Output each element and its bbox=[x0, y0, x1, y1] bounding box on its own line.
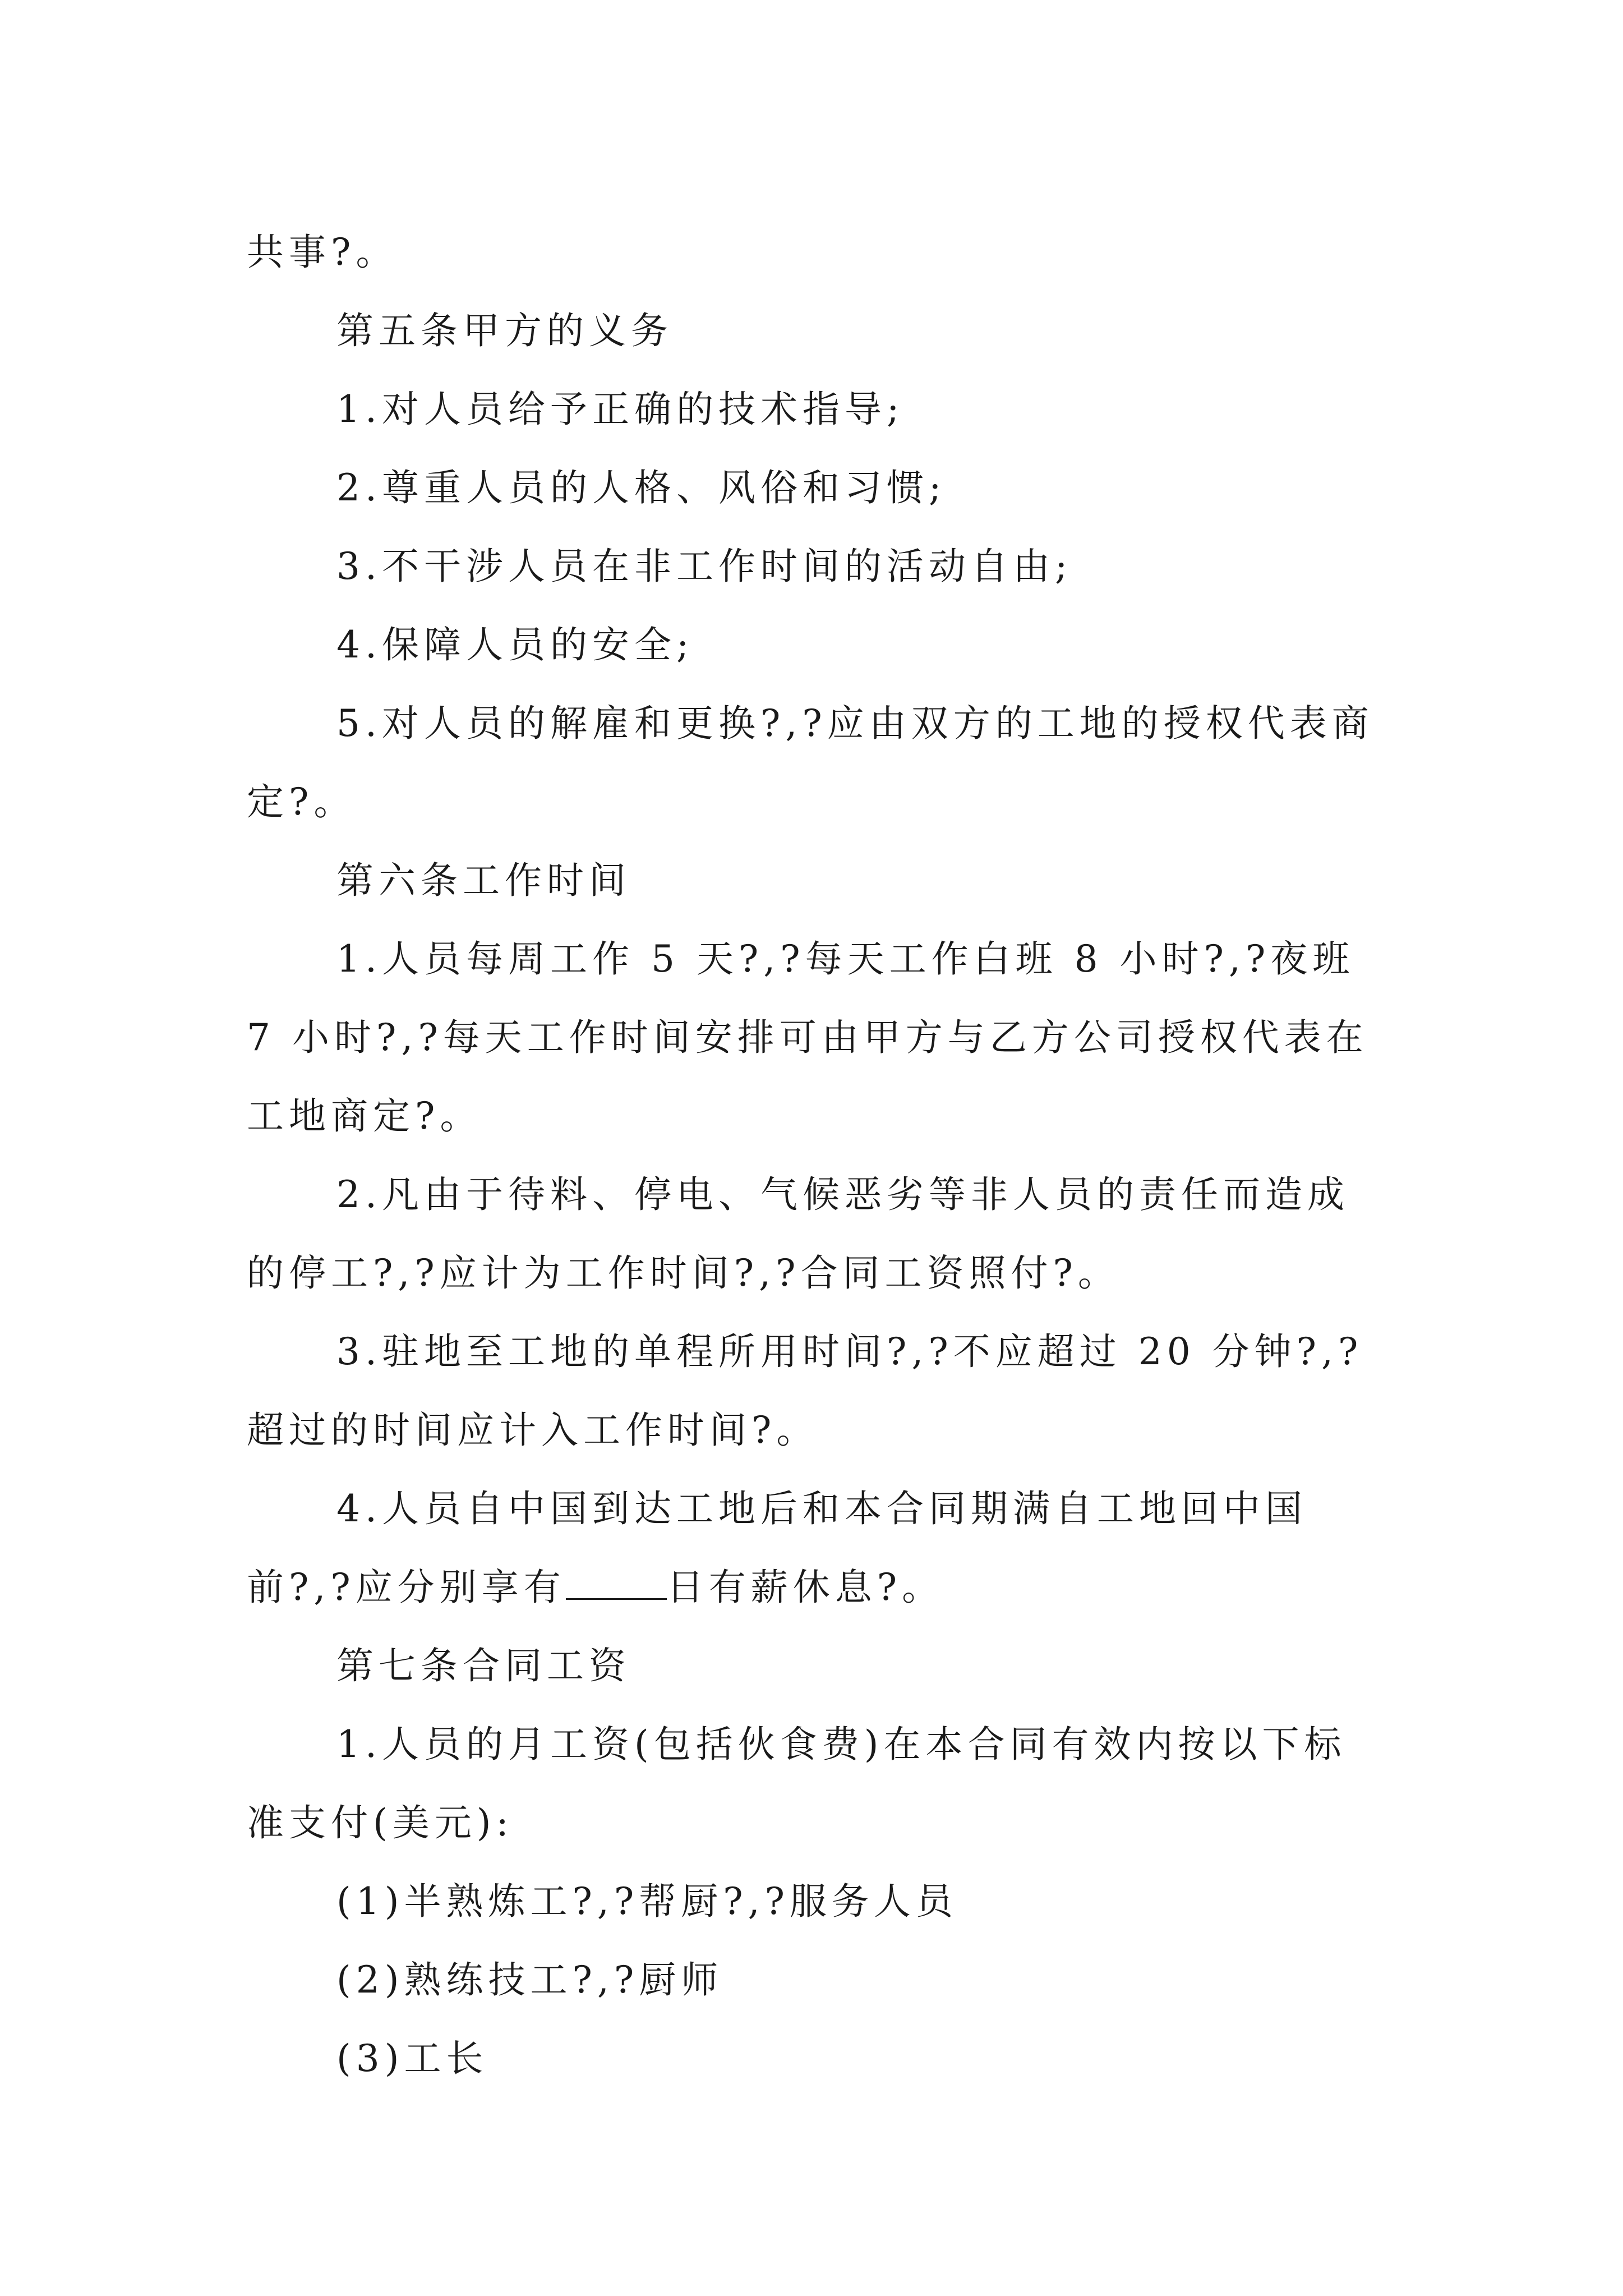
section-heading: 第五条甲方的义务 bbox=[336, 309, 673, 352]
section-heading: 第七条合同工资 bbox=[336, 1644, 631, 1687]
list-item: 1.对人员给予正确的技术指导; bbox=[336, 388, 905, 431]
sub-list-item: (3)工长 bbox=[336, 2037, 488, 2080]
list-item: 2.凡由于待料、停电、气候恶劣等非人员的责任而造成的停工?,?应计为工作时间?,?合同工资照付?。 bbox=[247, 1173, 1349, 1295]
document-body bbox=[247, 213, 1385, 2098]
list-item: 1.人员每周工作 5 天?,?每天工作白班 8 小时?,?夜班 7 小时?,?每天工作时间安排可由甲方与乙方公司授权代表在工地商定?。 bbox=[247, 937, 1368, 1138]
section-heading: 第六条工作时间 bbox=[336, 859, 631, 902]
list-item: 3.不干涉人员在非工作时间的活动自由; bbox=[336, 545, 1073, 588]
fill-in-blank bbox=[566, 1565, 667, 1600]
list-item: 5.对人员的解雇和更换?,?应由双方的工地的授权代表商定?。 bbox=[247, 702, 1374, 823]
sub-list-item: (2)熟练技工?,?厨师 bbox=[336, 1958, 723, 2001]
list-item-text-after-blank: 日有薪休息?。 bbox=[666, 1566, 944, 1609]
list-item bbox=[247, 1470, 1385, 1627]
paragraph: 共事?。 bbox=[247, 231, 398, 274]
list-item-text-before-blank: 4.人员自中国到达工地后和本合同期满自工地回中国前?,?应分别享有 bbox=[247, 1487, 1307, 1609]
list-item: 2.尊重人员的人格、风俗和习惯; bbox=[336, 466, 947, 509]
list-item: 4.保障人员的安全; bbox=[336, 623, 694, 666]
list-item: 1.人员的月工资(包括伙食费)在本合同有效内按以下标准支付(美元): bbox=[247, 1723, 1347, 1844]
sub-list-item: (1)半熟炼工?,?帮厨?,?服务人员 bbox=[336, 1880, 958, 1923]
list-item: 3.驻地至工地的单程所用时间?,?不应超过 20 分钟?,?超过的时间应计入工作时间?。 bbox=[247, 1330, 1363, 1452]
